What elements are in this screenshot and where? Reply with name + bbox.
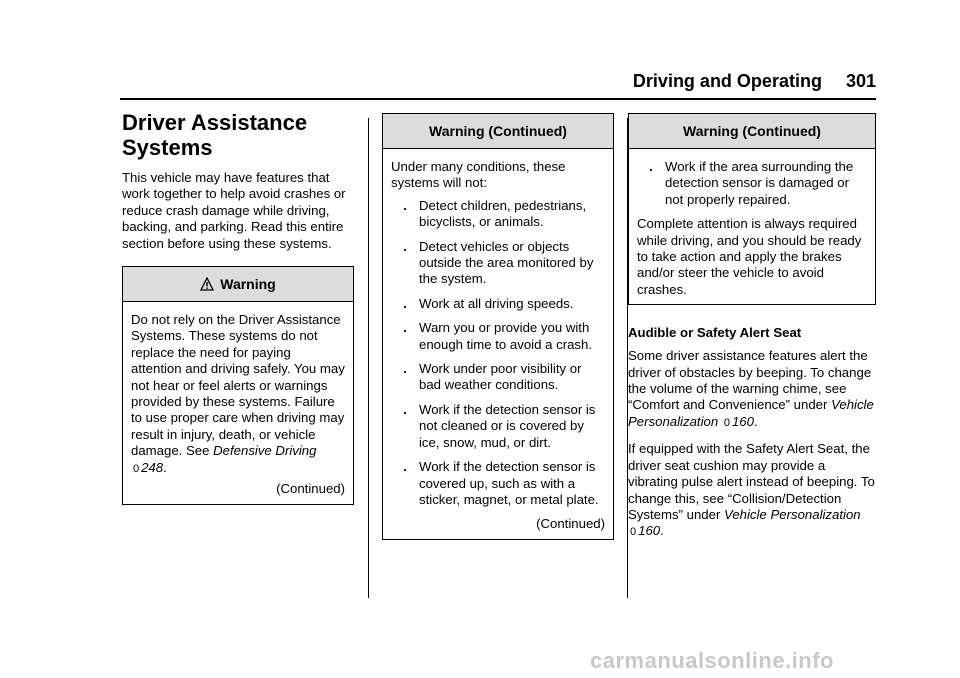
header-rule: [120, 98, 876, 100]
warning-list: [637, 159, 867, 208]
warning-lead: Under many conditions, these systems will not:: [391, 159, 566, 191]
list-item: . Work if the area surrounding the detection sensor is damaged or not properly repaired.: [649, 159, 854, 207]
list-item: . Detect vehicles or objects outside the area monitored by the system.: [403, 238, 594, 287]
continued-label: (Continued): [536, 516, 605, 532]
page-ref-number[interactable]: 248: [141, 459, 164, 475]
column-1: [122, 110, 354, 505]
subheading: Audible or Safety Alert Seat: [628, 325, 802, 341]
page-ref-arrow-icon: 0: [723, 416, 730, 429]
warning-header: [123, 267, 353, 302]
warning-body: [629, 149, 875, 304]
warning-triangle-icon: [200, 277, 214, 291]
paragraph: Some driver assistance features alert the driver of obstacles by beeping. To change the volume of the warning chime, see “Comfort and Convenience” under Vehicle Personalization 0 160.: [628, 348, 874, 429]
list-item: . Work if the detection sensor is covered up, such as with a sticker, magnet, or metal plate.: [403, 459, 599, 507]
intro-paragraph: This vehicle may have features that work together to help avoid crashes or reduce crash damage while driving, backing, and parking. Read this entire section before using these systems.: [122, 170, 346, 251]
page-ref-number[interactable]: 160: [731, 413, 754, 429]
warning-box-continued: [382, 113, 614, 540]
column-divider: [368, 118, 369, 598]
list-item: . Detect children, pedestrians, bicyclists, or animals.: [403, 197, 587, 230]
warning-title: Warning: [220, 276, 276, 293]
list-item: . Work under poor visibility or bad weather conditions.: [403, 361, 582, 393]
column-3: [628, 113, 876, 551]
page-header: [0, 66, 876, 96]
page-ref-arrow-icon: 0: [133, 462, 140, 475]
warning-header: Warning (Continued): [629, 114, 875, 149]
watermark: carmanualsonline.info: [590, 648, 834, 673]
section-heading: Driver Assistance Systems: [122, 110, 308, 160]
continued-label: (Continued): [276, 481, 345, 497]
column-2: [382, 113, 614, 540]
list-item: . Work if the detection sensor is not cleaned or is covered by ice, snow, mud, or dirt.: [403, 401, 596, 450]
list-item: . Warn you or provide you with enough time to avoid a crash.: [403, 320, 593, 352]
warning-closing: Complete attention is always required while driving, and you should be ready to take action and apply the brakes and/or steer the vehicle to avoid crashes.: [637, 216, 862, 297]
warning-body: [383, 149, 613, 539]
paragraph: If equipped with the Safety Alert Seat, the driver seat cushion may provide a vibrating pulse alert instead of beeping. To change this, see “Collision/Detection Systems” under Vehicle Personalization 0 160.: [628, 441, 875, 539]
page-ref-arrow-icon: 0: [630, 526, 637, 539]
warning-box-continued: [628, 113, 876, 305]
cross-reference-link[interactable]: Vehicle Personalization: [724, 506, 861, 522]
cross-reference-link[interactable]: Vehicle Personalization: [628, 397, 874, 429]
section-title: Driving and Operating: [632, 70, 822, 91]
warning-body: Do not rely on the Driver Assistance Systems. These systems do not replace the need for paying attention and driving safely. You may not hear or feel alerts or warnings provided by these systems. Failure to use proper care when driving may result in injury, death, or vehicle damage. See Defensive Driving 0 248. (Continued): [131, 312, 345, 497]
cross-reference-link[interactable]: Defensive Driving: [213, 443, 317, 459]
page-number: 301: [845, 70, 876, 91]
page-ref-number[interactable]: 160: [638, 523, 661, 539]
warning-header: Warning (Continued): [383, 114, 613, 149]
warning-list: [391, 198, 605, 509]
list-item: . Work at all driving speeds.: [403, 295, 574, 311]
warning-box: [122, 266, 354, 504]
